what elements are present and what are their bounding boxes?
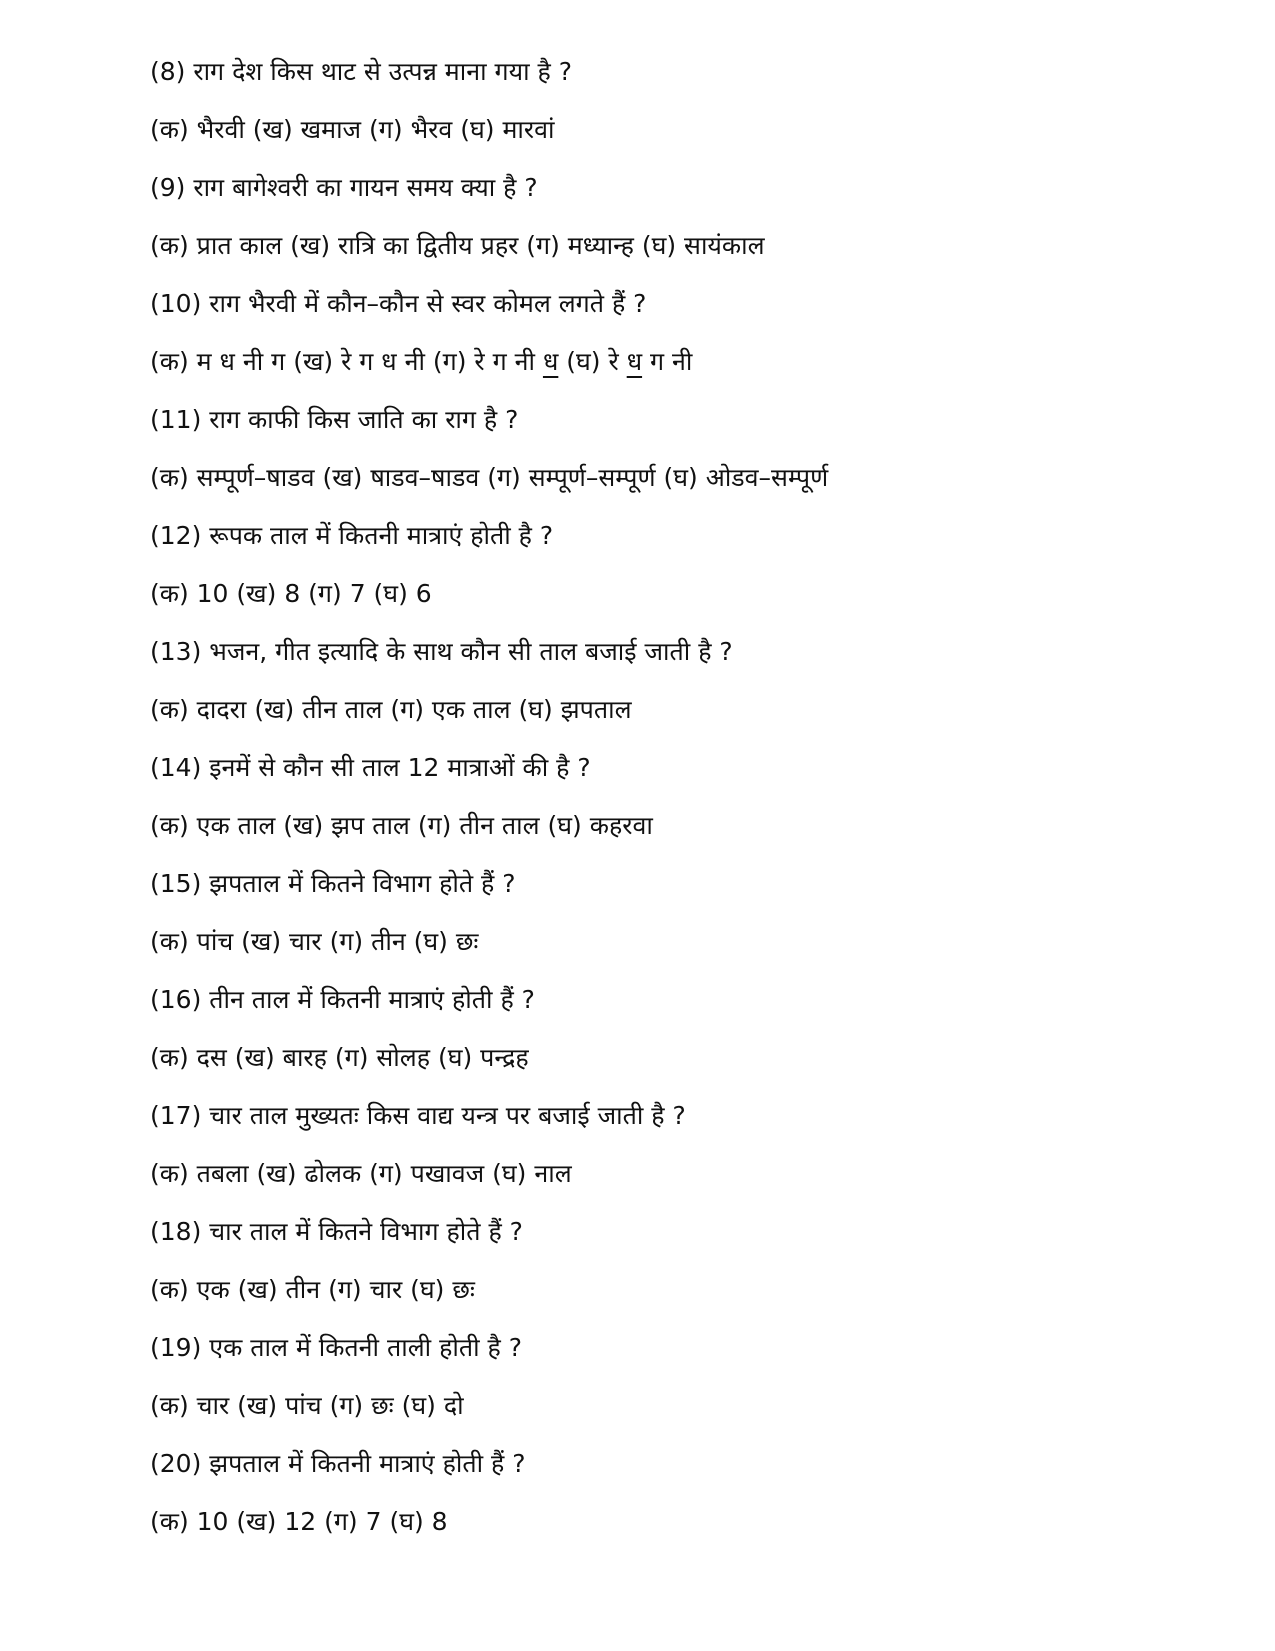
komal-dha-marked-1: ध xyxy=(542,347,559,376)
options-17: (क) तबला (ख) ढोलक (ग) पखावज (घ) नाल xyxy=(150,1159,572,1188)
question-17: (17) चार ताल मुख्यतः किस वाद्य यन्त्र पर बजाई जाती है ? xyxy=(150,1101,686,1130)
options-12: (क) 10 (ख) 8 (ग) 7 (घ) 6 xyxy=(150,579,432,608)
options-8: (क) भैरवी (ख) खमाज (ग) भैरव (घ) मारवां xyxy=(150,115,555,144)
options-10-part-2: (घ) रे xyxy=(558,347,627,376)
options-15: (क) पांच (ख) चार (ग) तीन (घ) छः xyxy=(150,927,479,956)
options-10 xyxy=(150,346,692,378)
question-14: (14) इनमें से कौन सी ताल 12 मात्राओं की है ? xyxy=(150,753,591,782)
question-10: (10) राग भैरवी में कौन–कौन से स्वर कोमल लगते हैं ? xyxy=(150,289,647,318)
question-11: (11) राग काफी किस जाति का राग है ? xyxy=(150,405,519,434)
options-10-part-1: (क) म ध नी ग (ख) रे ग ध नी (ग) रे ग नी xyxy=(150,347,543,376)
question-19: (19) एक ताल में कितनी ताली होती है ? xyxy=(150,1333,522,1362)
options-20: (क) 10 (ख) 12 (ग) 7 (घ) 8 xyxy=(150,1507,448,1536)
options-9: (क) प्रात काल (ख) रात्रि का द्वितीय प्रहर (ग) मध्यान्ह (घ) सायंकाल xyxy=(150,231,765,260)
options-10-part-3: ग नी xyxy=(642,347,693,376)
question-15: (15) झपताल में कितने विभाग होते हैं ? xyxy=(150,869,516,898)
options-18: (क) एक (ख) तीन (ग) चार (घ) छः xyxy=(150,1275,475,1304)
question-13: (13) भजन, गीत इत्यादि के साथ कौन सी ताल बजाई जाती है ? xyxy=(150,637,733,666)
options-19: (क) चार (ख) पांच (ग) छः (घ) दो xyxy=(150,1391,464,1420)
question-16: (16) तीन ताल में कितनी मात्राएं होती हैं ? xyxy=(150,985,535,1014)
question-18: (18) चार ताल में कितने विभाग होते हैं ? xyxy=(150,1217,523,1246)
question-12: (12) रूपक ताल में कितनी मात्राएं होती है ? xyxy=(150,521,554,550)
question-20: (20) झपताल में कितनी मात्राएं होती हैं ? xyxy=(150,1449,526,1478)
options-14: (क) एक ताल (ख) झप ताल (ग) तीन ताल (घ) कहरवा xyxy=(150,811,653,840)
question-9: (9) राग बागेश्वरी का गायन समय क्या है ? xyxy=(150,173,538,202)
options-11: (क) सम्पूर्ण–षाडव (ख) षाडव–षाडव (ग) सम्पूर्ण–सम्पूर्ण (घ) ओडव–सम्पूर्ण xyxy=(150,463,829,492)
options-16: (क) दस (ख) बारह (ग) सोलह (घ) पन्द्रह xyxy=(150,1043,529,1072)
question-8: (8) राग देश किस थाट से उत्पन्न माना गया है ? xyxy=(150,57,572,86)
options-13: (क) दादरा (ख) तीन ताल (ग) एक ताल (घ) झपताल xyxy=(150,695,632,724)
komal-dha-marked-2: ध xyxy=(626,347,643,376)
